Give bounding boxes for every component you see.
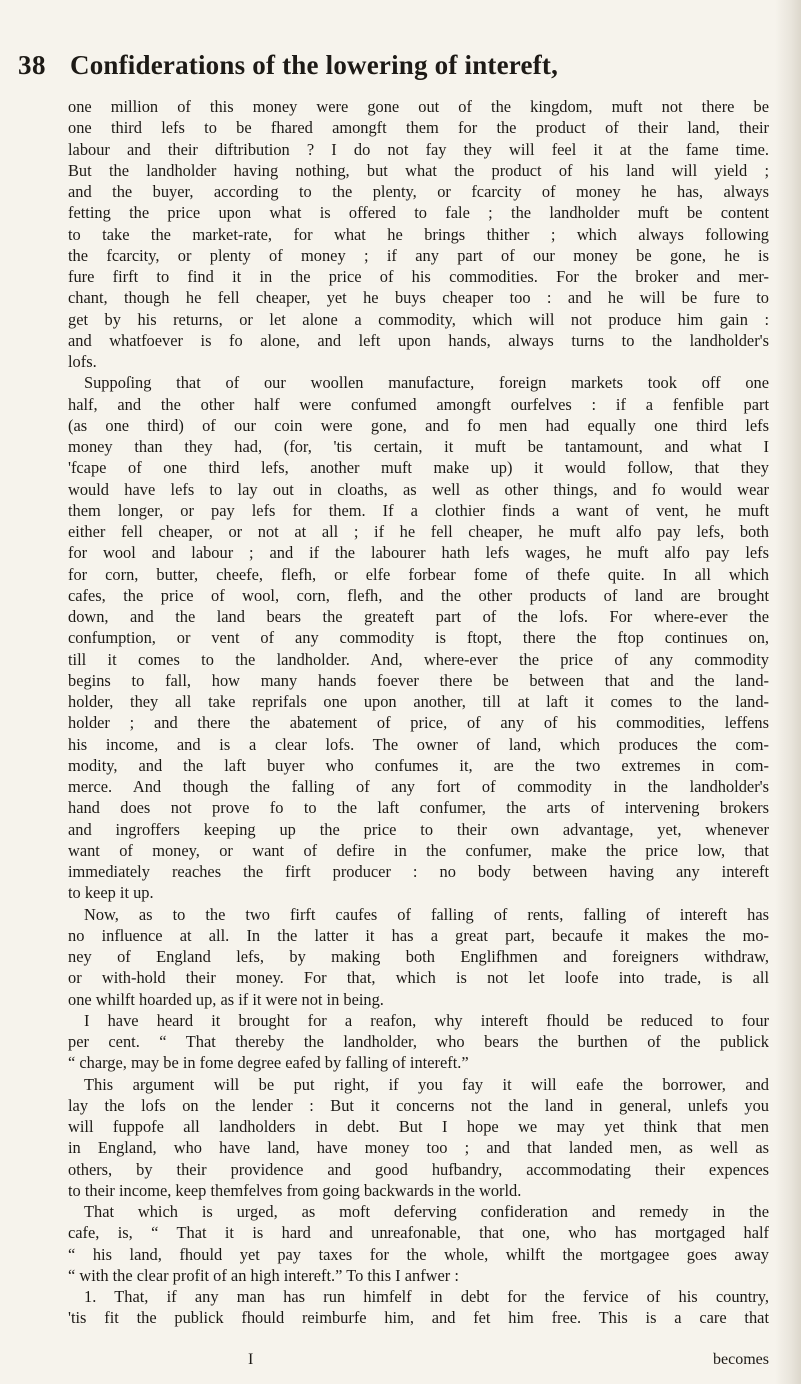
text-line: merce. And though the falling of any fort of commodity in the landholder's	[68, 777, 769, 796]
text-line: till it comes to the landholder. And, where-ever the price of any commodity	[68, 649, 769, 669]
text-line: 'tis fit the publick fhould reimburfe him, and fet him free. This is a care that	[68, 1308, 769, 1328]
text-line: no influence at all. In the latter it has a great part, becaufe it makes the mo-	[68, 925, 769, 945]
text-line: Now, as to the two firft caufes of falling of rents, falling of intereft has	[84, 904, 769, 924]
text-line: cafe, is, “ That it is hard and unreafonable, that one, who has mortgaged half	[68, 1223, 769, 1243]
text-line: fetting the price upon what is offered to fale ; the landholder muft be content	[68, 203, 769, 223]
text-line: “ his land, fhould yet pay taxes for the whole, whilft the mortgagee goes away	[68, 1244, 769, 1264]
text-line: want of money, or want of defire in the confumer, make the price low, that	[68, 840, 769, 860]
text-line: get by his returns, or let alone a commodity, which will not produce him gain :	[68, 309, 769, 329]
text-line: for wool and labour ; and if the labourer hath lefs wages, he muft alfo pay lefs	[68, 543, 769, 563]
text-line: one third lefs to be fhared amongft them for the product of their land, their	[68, 118, 769, 138]
text-line: one whilft hoarded up, as if it were not in being.	[68, 989, 384, 1009]
text-line: That which is urged, as moft deferving confideration and remedy in the	[84, 1202, 769, 1221]
text-line: or with-hold their money. For that, which is not let loofe into trade, is all	[68, 968, 769, 988]
text-line: and the buyer, according to the plenty, or fcarcity of money he has, always	[68, 182, 769, 201]
text-line: them longer, or pay lefs for them. If a clothier finds a want of vent, he muft	[68, 500, 769, 520]
text-line: to their income, keep themfelves from going backwards in the world.	[68, 1180, 522, 1200]
text-line: half, and the other half were confumed amongft ourfelves : if a fenfible part	[68, 394, 769, 414]
text-line: holder, they all take reprifals one upon another, till at laft it comes to the land-	[68, 692, 769, 711]
text-line: begins to fall, how many hands foever there be between that and the land-	[68, 670, 769, 690]
text-line: holder ; and there the abatement of price, of any of his commodities, leffens	[68, 713, 769, 733]
text-line: money than they had, (for, 'tis certain, it muft be tantamount, and what I	[68, 437, 769, 456]
text-line: down, and the land bears the greateft part of the lofs. For where-ever the	[68, 607, 769, 626]
text-line: either fell cheaper, or not at all ; if he fell cheaper, he muft alfo pay lefs, both	[68, 522, 769, 541]
text-line: to take the market-rate, for what he brings thither ; which always following	[68, 224, 769, 244]
page-header	[18, 50, 778, 90]
text-line: modity, and the laft buyer who confumes it, are the two extremes in com-	[68, 755, 769, 775]
text-line: cafes, the price of wool, corn, flefh, and the other products of land are brought	[68, 585, 769, 605]
text-line: one million of this money were gone out of the kingdom, muft not there be	[68, 97, 769, 116]
text-line: 1. That, if any man has run himfelf in debt for the fervice of his country,	[84, 1287, 769, 1306]
text-line: lay the lofs on the lender : But it concerns not the land in general, unlefs you	[68, 1095, 769, 1115]
text-line: labour and their diftribution ? I do not fay they will feel it at the fame time.	[68, 139, 769, 159]
text-line: others, by their providence and good hufbandry, accommodating their expences	[68, 1159, 769, 1179]
page-number: 38	[18, 50, 46, 80]
text-line: “ charge, may be in fome degree eafed by falling of intereft.”	[68, 1053, 469, 1073]
text-line: per cent. “ That thereby the landholder, who bears the burthen of the publick	[68, 1032, 769, 1051]
page-footer	[68, 1351, 769, 1373]
text-line: fure firft to find it in the price of his commodities. For the broker and mer-	[68, 267, 769, 286]
body-text	[68, 96, 769, 1329]
text-line: (as one third) of our coin were gone, and fo men had equally one third lefs	[68, 415, 769, 435]
text-line: I have heard it brought for a reafon, why intereft fhould be reduced to four	[84, 1010, 769, 1030]
text-line: in England, who have land, have money too ; and that landed men, as well as	[68, 1138, 769, 1158]
text-line: and ingroffers keeping up the price to their own advantage, yet, whenever	[68, 819, 769, 839]
text-line: “ with the clear profit of an high intereft.” To this I anfwer :	[68, 1265, 459, 1285]
text-line: hand does not prove fo to the laft confumer, the arts of intervening brokers	[68, 798, 769, 818]
text-line: to keep it up.	[68, 883, 154, 903]
text-line: confumption, or vent of any commodity is ftopt, there the ftop continues on,	[68, 628, 769, 648]
text-line: 'fcape of one third lefs, another muft make up) it would follow, that they	[68, 458, 769, 478]
text-line: immediately reaches the firft producer : no body between having any intereft	[68, 862, 769, 881]
catchword: becomes	[713, 1351, 769, 1368]
text-line: the fcarcity, or plenty of money ; if any part of our money be gone, he is	[68, 245, 769, 265]
text-line: lofs.	[68, 352, 97, 371]
text-line: Suppoſing that of our woollen manufacture, foreign markets took off one	[84, 373, 769, 393]
text-line: his income, and is a clear lofs. The owner of land, which produces the com-	[68, 734, 769, 754]
text-line: for corn, butter, cheefe, flefh, or elfe forbear fome of thefe quite. In all which	[68, 564, 769, 584]
text-line: would have lefs to lay out in cloaths, as well as other things, and fo would wear	[68, 479, 769, 499]
text-line: chant, though he fell cheaper, yet he buys cheaper too : and he will be fure to	[68, 288, 769, 308]
text-line: This argument will be put right, if you fay it will eafe the borrower, and	[84, 1074, 769, 1094]
text-line: will fuppofe all landholders in debt. But I hope we may yet think that men	[68, 1117, 769, 1136]
text-line: But the landholder having nothing, but what the product of his land will yield ;	[68, 160, 769, 180]
text-line: ney of England lefs, by making both Englifhmen and foreigners withdraw,	[68, 947, 769, 966]
text-line: and whatfoever is fo alone, and left upon hands, always turns to the landholder's	[68, 330, 769, 350]
running-title: Confiderations of the lowering of intereft,	[70, 50, 559, 80]
signature-mark: I	[248, 1351, 254, 1368]
